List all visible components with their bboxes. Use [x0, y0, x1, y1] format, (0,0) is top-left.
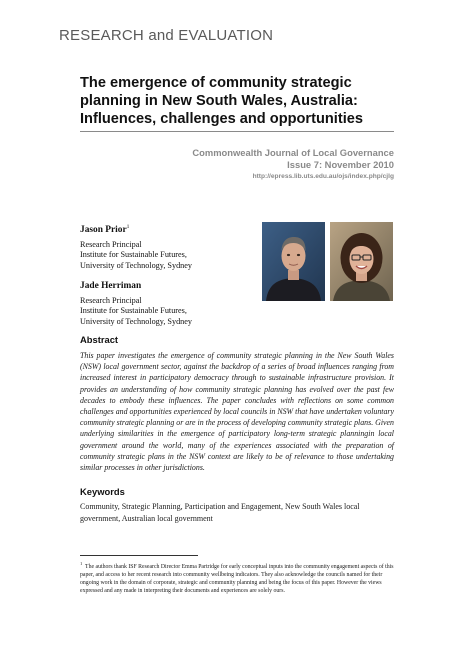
keywords-text: Community, Strategic Planning, Participation and Engagement, New South Wales local government, Australian local government: [80, 502, 360, 523]
author-university: University of Technology, Sydney: [80, 260, 192, 270]
keywords-heading: Keywords: [80, 486, 125, 497]
footnote-marker[interactable]: 1: [126, 224, 130, 230]
author-role: Research Principal: [80, 295, 142, 305]
title-divider: [80, 131, 394, 132]
author-institute: Institute for Sustainable Futures,: [80, 306, 187, 315]
paper-title: The emergence of community strategic planning in New South Wales, Australia: Influences, challenges and opportunities: [80, 75, 364, 127]
author-name: Jade Herriman: [80, 281, 142, 291]
journal-issue: Issue 7: November 2010: [287, 159, 394, 170]
journal-url[interactable]: http://epress.lib.uts.edu.au/ojs/index.php/cjlg: [252, 173, 394, 180]
footnote: [80, 560, 394, 595]
footnote-divider: [80, 555, 198, 556]
author-name: Jason Prior$^1$: [80, 224, 130, 236]
author-block-2: [80, 281, 250, 327]
author-institute: Institute for Sustainable Futures,: [80, 250, 187, 260]
author-photo-jade-herriman: [330, 222, 393, 301]
author-role: Research Principal: [80, 239, 142, 249]
author-university: University of Technology, Sydney: [80, 316, 192, 326]
footnote-text: The authors thank ISF Research Director Emma Partridge for early conceptual inputs into the community engagement aspects of this paper, and access to her recent research into community wellbeing indicators. They also acknowledge the councils named for their ongoing work in the domain of corporate, strategic and community planning and being the focus of this paper. However the views expressed and any made in interpreting their documents and experiences are solely ours.: [80, 563, 394, 594]
abstract-text: This paper investigates the emergence of community strategic planning in the New South Wales (NSW) local government sector, against the backdrop of a series of broad influences ranging from increased interest in participatory democracy through to sustainable infrastructure provision. It provides an understanding of how community strategic planning has evolved over the past few decades to embody these influences. The paper concludes with reflections on some common challenges and opportunities experienced by local councils in NSW that have undertaken voluntary community strategic planning or are in the process of developing community strategic plans. Given underlying similarities in the emergence of participatory long-term strategic planningin local government around the world, many of the experiences associated with the preparation of community strategic plans in the NSW context are likely to be of relevance to those undertaking similar processes in other jurisdictions.: [80, 351, 394, 473]
section-label: RESEARCH and EVALUATION: [59, 27, 274, 44]
author-block-1: [80, 222, 250, 271]
journal-name: Commonwealth Journal of Local Governance: [192, 147, 394, 158]
footnote-mark: 1: [80, 561, 83, 566]
abstract-heading: Abstract: [80, 334, 119, 345]
author-photo-jason-prior: [262, 222, 325, 301]
journal-info: [192, 147, 394, 182]
